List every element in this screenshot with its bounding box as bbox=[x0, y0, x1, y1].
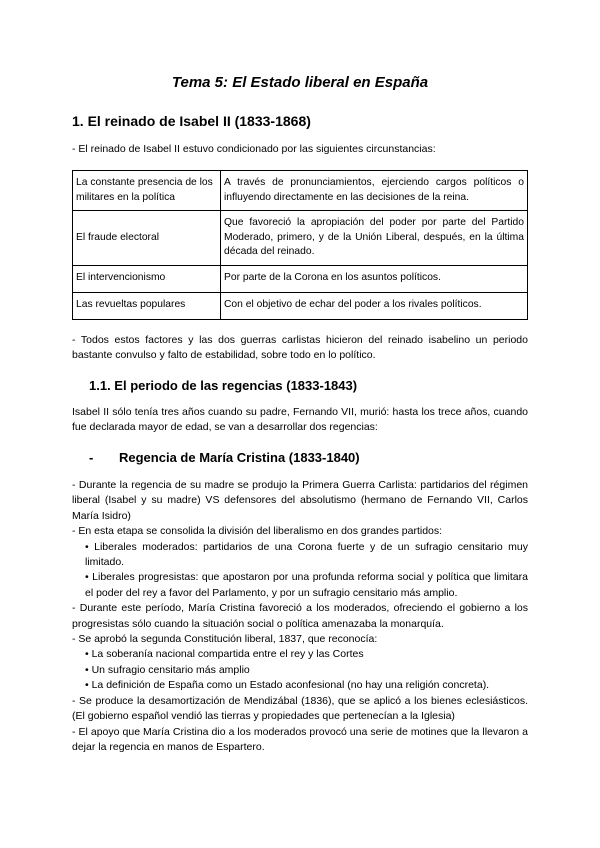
subsection-heading-regencia bbox=[89, 450, 360, 465]
section-1-intro: - El reinado de Isabel II estuvo condicionado por las siguientes circunstancias: bbox=[72, 143, 436, 155]
list-item: - El apoyo que María Cristina dio a los moderados provocó una serie de motines que la llevaron a dejar la regencia en manos de Espartero. bbox=[72, 725, 528, 753]
regencia-points bbox=[72, 478, 528, 755]
list-item: • La definición de España como un Estado aconfesional (no hay una religión concreta). bbox=[85, 679, 490, 692]
list-item: - Se produce la desamortización de Mendizábal (1836), que se aplicó a los bienes eclesiásticos. (El gobierno español vendió las tierras y propiedades que pertenecían a la Iglesia) bbox=[72, 694, 528, 723]
circumstances-table bbox=[72, 170, 528, 320]
table-cell-factor: La constante presencia de los militares en la política bbox=[73, 171, 221, 211]
section-1-conclusion: - Todos estos factores y las dos guerras carlistas hicieron del reinado isabelino un periodo bastante convulso y falto de estabilidad, sobre todo en lo político. bbox=[72, 334, 528, 362]
list-item: - Durante la regencia de su madre se produjo la Primera Guerra Carlista: partidarios del régimen liberal (Isabel y su madre) VS defensores del absolutismo (hermano de Fernando VII, Carlos María Isidro) bbox=[72, 479, 528, 522]
section-1-1-text: Isabel II sólo tenía tres años cuando su padre, Fernando VII, murió: hasta los trece años, cuando fue declarada mayor de edad, se van a desarrollar dos regencias: bbox=[72, 406, 528, 434]
table-cell-description: Por parte de la Corona en los asuntos políticos. bbox=[221, 265, 528, 292]
list-item: • Liberales progresistas: que apostaron por una profunda reforma social y política que limitara el poder del rey a favor del Parlamento, y por un sufragio censitario más amplio. bbox=[85, 571, 528, 599]
regencia-heading-text: Regencia de María Cristina (1833-1840) bbox=[119, 450, 360, 465]
table-cell-factor: El fraude electoral bbox=[73, 211, 221, 266]
table-cell-factor: El intervencionismo bbox=[73, 265, 221, 292]
page-title: Tema 5: El Estado liberal en España bbox=[171, 74, 429, 91]
list-item: - Durante este período, María Cristina favoreció a los moderados, ofreciendo el gobierno a los progresistas sólo cuando la situación social o política amenazaba la monarquía. bbox=[72, 602, 528, 630]
table-cell-description: A través de pronunciamientos, ejerciendo cargos políticos o influyendo directamente en las decisiones de la reina. bbox=[221, 171, 528, 211]
list-item: - En esta etapa se consolida la división del liberalismo en dos grandes partidos: bbox=[72, 525, 443, 538]
list-item: • Un sufragio censitario más amplio bbox=[85, 663, 250, 676]
table-row bbox=[73, 292, 528, 319]
table-cell-description: Con el objetivo de echar del poder a los rivales políticos. bbox=[221, 292, 528, 319]
list-item: • La soberanía nacional compartida entre el rey y las Cortes bbox=[85, 648, 364, 661]
table-row bbox=[73, 265, 528, 292]
table-cell-description: Que favoreció la apropiación del poder por parte del Partido Moderado, primero, y de la Unión Liberal, después, en la última década del reinado. bbox=[221, 211, 528, 266]
table-row bbox=[73, 171, 528, 211]
list-dash: - bbox=[89, 450, 94, 465]
list-item: - Se aprobó la segunda Constitución liberal, 1837, que reconocía: bbox=[72, 633, 378, 646]
table-row bbox=[73, 211, 528, 266]
section-heading-1: 1. El reinado de Isabel II (1833-1868) bbox=[72, 113, 311, 129]
section-heading-1-1: 1.1. El periodo de las regencias (1833-1843) bbox=[89, 378, 358, 393]
list-item: • Liberales moderados: partidarios de una Corona fuerte y de un sufragio censitario muy limitado. bbox=[85, 540, 528, 569]
table-cell-factor: Las revueltas populares bbox=[73, 292, 221, 319]
